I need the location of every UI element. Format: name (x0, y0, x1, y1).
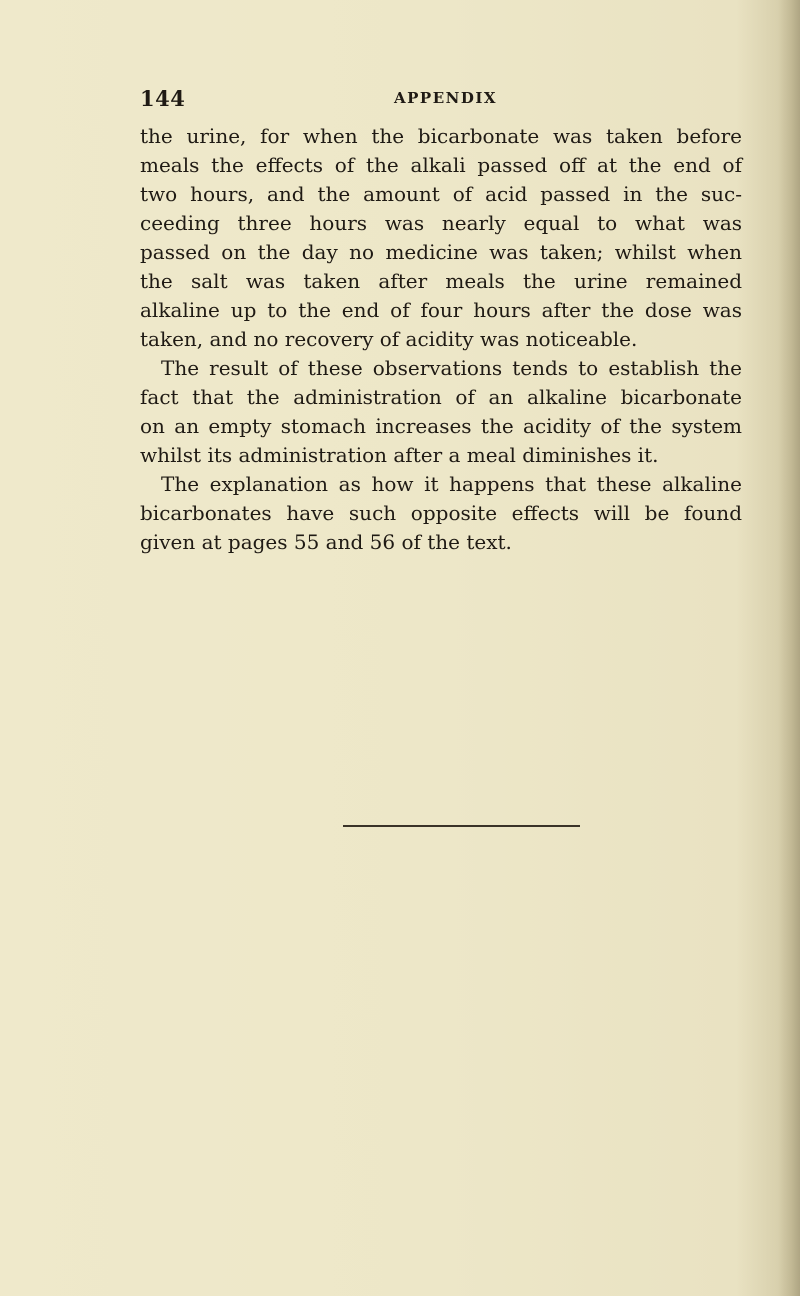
text-line: bicarbonates have such opposite effects will be found (140, 501, 742, 525)
text-line: two hours, and the amount of acid passed in the suc- (140, 182, 742, 206)
text-line: whilst its administration after a meal diminishes it. (140, 443, 659, 467)
text-line: fact that the administration of an alkaline bicarbonate (140, 385, 742, 409)
text-line: the urine, for when the bicarbonate was taken before (140, 124, 742, 148)
page-gutter-shadow (778, 0, 800, 1296)
text-line: on an empty stomach increases the acidity of the system (140, 414, 742, 438)
text-line: given at pages 55 and 56 of the text. (140, 530, 512, 554)
text-line: The result of these observations tends to establish the (161, 356, 742, 380)
text-line: The explanation as how it happens that these alkaline (161, 472, 742, 496)
page-number: 144 (140, 86, 186, 111)
text-line: passed on the day no medicine was taken; whilst when (140, 240, 742, 264)
running-head: APPENDIX (394, 89, 498, 107)
text-line: the salt was taken after meals the urine remained (140, 269, 742, 293)
text-line: alkaline up to the end of four hours after the dose was (140, 298, 742, 322)
page-header (140, 86, 740, 116)
section-end-rule (343, 825, 580, 827)
body-text (140, 122, 742, 557)
text-line: ceeding three hours was nearly equal to what was (140, 211, 742, 235)
text-line: taken, and no recovery of acidity was noticeable. (140, 327, 638, 351)
text-line: meals the effects of the alkali passed off at the end of (140, 153, 742, 177)
